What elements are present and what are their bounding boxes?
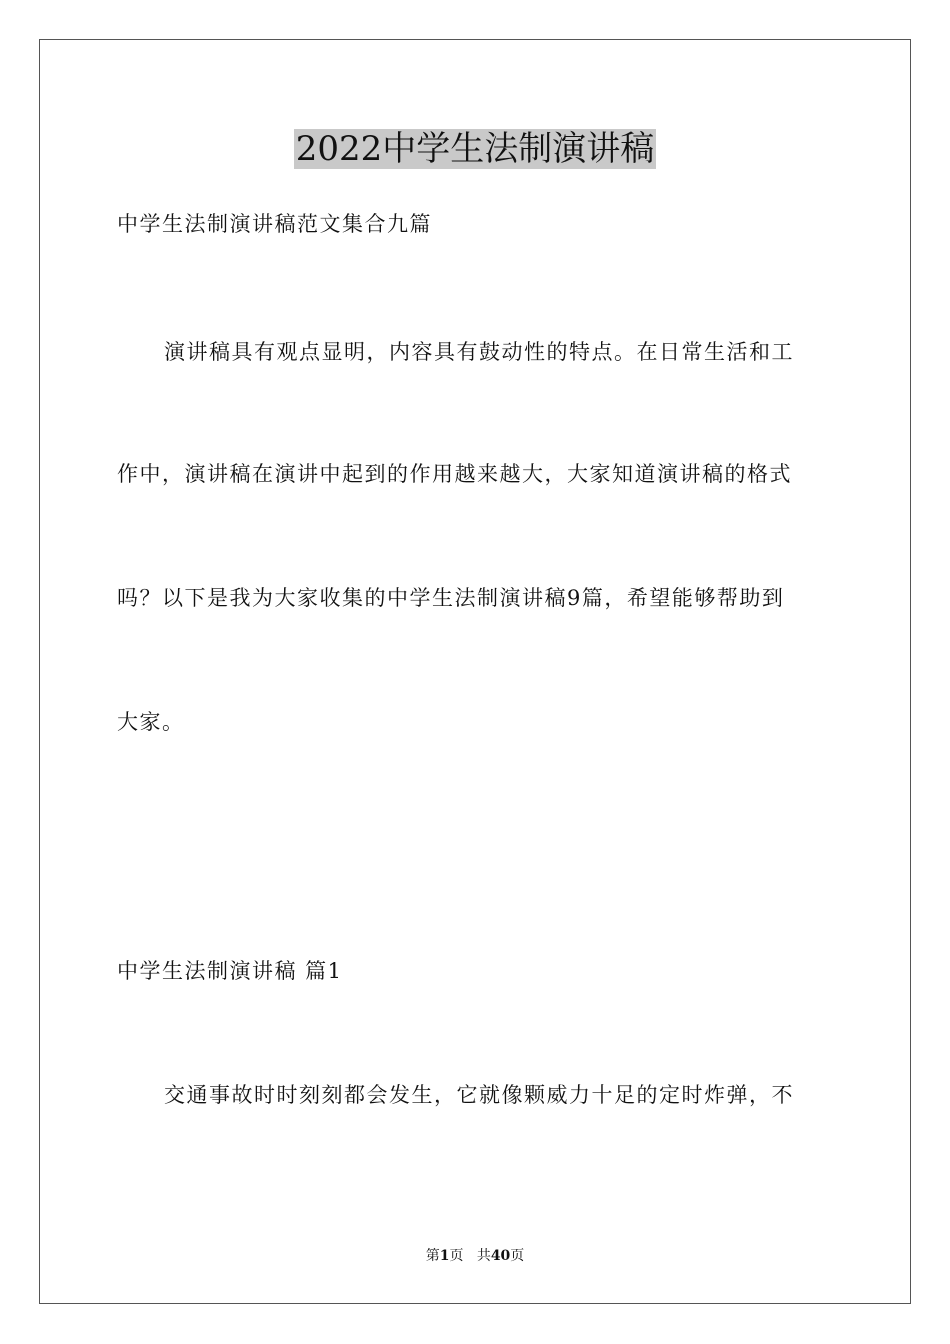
page-footer — [0, 1246, 950, 1266]
document-subtitle: 中学生法制演讲稿范文集合九篇 — [117, 212, 432, 236]
intro-line-3: 吗？以下是我为大家收集的中学生法制演讲稿9篇，希望能够帮助到 — [117, 586, 785, 610]
footer-page-suffix: 页 — [449, 1248, 464, 1264]
footer-prefix: 第 — [425, 1248, 440, 1264]
footer-total-prefix: 共 — [476, 1248, 491, 1264]
footer-page-number: 1 — [439, 1248, 450, 1264]
section-heading: 中学生法制演讲稿 篇1 — [117, 959, 343, 983]
intro-line-2: 作中，演讲稿在演讲中起到的作用越来越大，大家知道演讲稿的格式 — [117, 462, 792, 486]
section-first-line: 交通事故时时刻刻都会发生，它就像颗威力十足的定时炸弹，不 — [164, 1083, 794, 1107]
intro-line-4: 大家。 — [117, 710, 185, 734]
footer-total-suffix: 页 — [510, 1248, 525, 1264]
footer-total-pages: 40 — [490, 1248, 511, 1264]
document-title — [0, 126, 950, 172]
intro-line-1: 演讲稿具有观点显明，内容具有鼓动性的特点。在日常生活和工 — [164, 340, 794, 364]
document-title-text: 2022中学生法制演讲稿 — [295, 129, 655, 169]
